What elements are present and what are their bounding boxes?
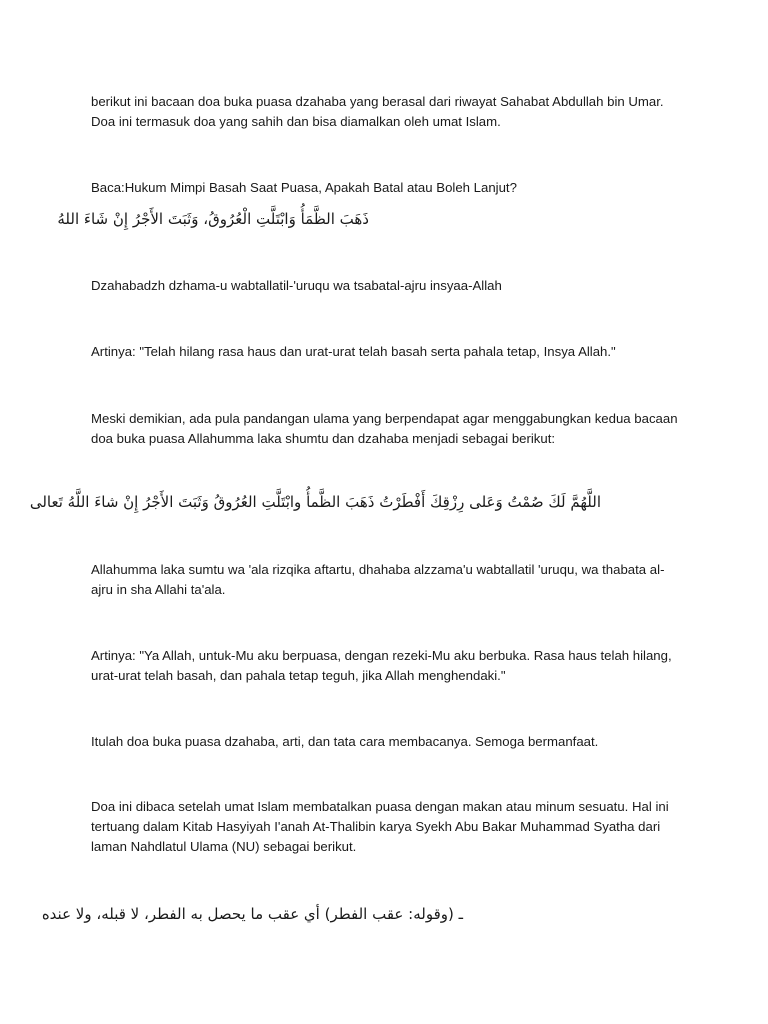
related-article-link[interactable]: Baca:Hukum Mimpi Basah Saat Puasa, Apakah Batal atau Boleh Lanjut? — [91, 180, 517, 195]
translation-combined: Artinya: "Ya Allah, untuk-Mu aku berpuasa, dengan rezeki-Mu aku berbuka. Rasa haus telah hilang, urat-urat telah basah, dan pahala tetap teguh, jika Allah menghendaki." — [91, 648, 672, 683]
arabic-prayer-combined: اللَّهُمَّ لَكَ صُمْتُ وَعَلى رِزْقِكَ أَفْطَرْتُ ذَهَبَ الظَّمأُ وابْتَلَّتِ العُرُوقُ وَثَبَتَ الأَجْرُ إِنْ شاءَ اللَّهُ تَعالى — [29, 493, 601, 511]
intro-paragraph: berikut ini bacaan doa buka puasa dzahaba yang berasal dari riwayat Sahabat Abdullah bin Umar. Doa ini termasuk doa yang sahih dan bisa diamalkan oleh umat Islam. — [91, 94, 664, 129]
arabic-prayer-dzahaba: ذَهَبَ الظَّمَأُ وَابْتَلَّتِ الْعُرُوقُ، وَثَبَتَ الأَجْرُ إِنْ شَاءَ اللهُ — [57, 210, 369, 228]
combined-prayer-intro: Meski demikian, ada pula pandangan ulama yang berpendapat agar menggabungkan kedua bacaan doa buka puasa Allahumma laka shumtu dan dzahaba menjadi sebagai berikut: — [91, 411, 678, 446]
transliteration-dzahaba: Dzahabadzh dzhama-u wabtallatil-'uruqu wa tsabatal-ajru insyaa-Allah — [91, 278, 502, 293]
translation-dzahaba: Artinya: "Telah hilang rasa haus dan urat-urat telah basah serta pahala tetap, Insya Allah." — [91, 344, 616, 359]
arabic-quote-kitab: ـ (وقوله: عقب الفطر) أي عقب ما يحصل به الفطر، لا قبله، ولا عنده — [41, 905, 463, 923]
closing-paragraph: Itulah doa buka puasa dzahaba, arti, dan tata cara membacanya. Semoga bermanfaat. — [91, 734, 599, 749]
transliteration-combined: Allahumma laka sumtu wa 'ala rizqika aftartu, dhahaba alzzama'u wabtallatil 'uruqu, wa thabata al-ajru in sha Allahi ta'ala. — [91, 562, 665, 597]
source-paragraph: Doa ini dibaca setelah umat Islam membatalkan puasa dengan makan atau minum sesuatu. Hal ini tertuang dalam Kitab Hasyiyah I'anah At-Thalibin karya Syekh Abu Bakar Muhammad Syatha dari laman Nahdlatul Ulama (NU) sebagai berikut. — [91, 799, 669, 854]
